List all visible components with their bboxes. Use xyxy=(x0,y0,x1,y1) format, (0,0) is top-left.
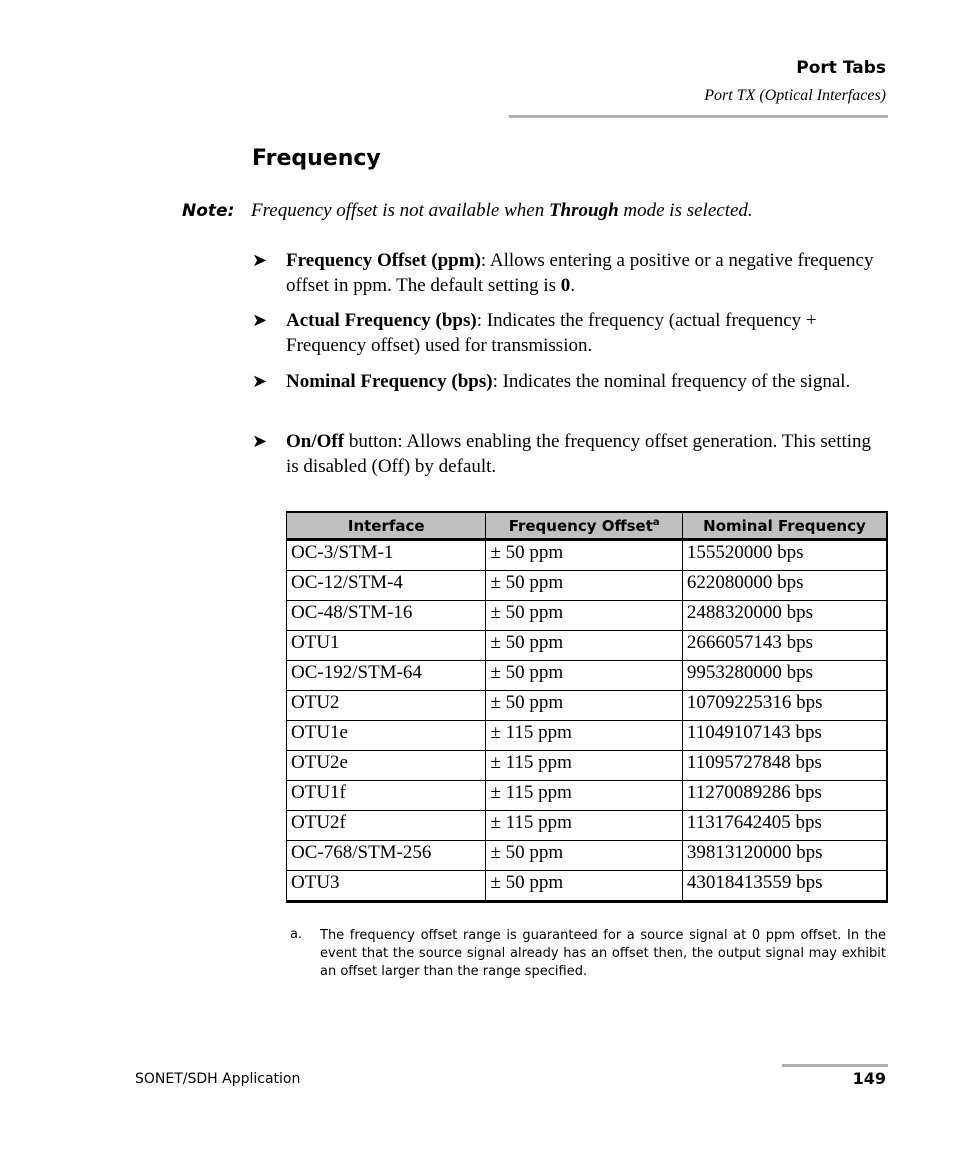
cell-interface: OC-12/STM-4 xyxy=(287,571,486,601)
cell-nominal-frequency: 11095727848 bps xyxy=(682,751,887,781)
cell-nominal-frequency: 9953280000 bps xyxy=(682,661,887,691)
cell-nominal-frequency: 622080000 bps xyxy=(682,571,887,601)
table-row xyxy=(287,571,888,601)
footer-document-title: SONET/SDH Application xyxy=(135,1071,301,1087)
table-row xyxy=(287,631,888,661)
table-header-row xyxy=(287,512,888,540)
cell-nominal-frequency: 2666057143 bps xyxy=(682,631,887,661)
table-row xyxy=(287,781,888,811)
frequency-table xyxy=(286,511,888,903)
cell-frequency-offset: ± 50 ppm xyxy=(486,841,682,871)
cell-nominal-frequency: 11270089286 bps xyxy=(682,781,887,811)
bullet-arrow-icon: ➤ xyxy=(252,250,268,270)
header-rule xyxy=(509,115,888,118)
cell-frequency-offset: ± 115 ppm xyxy=(486,721,682,751)
header-subsection-title: Port TX (Optical Interfaces) xyxy=(704,87,886,104)
bullet-arrow-icon: ➤ xyxy=(252,310,268,330)
cell-interface: OC-48/STM-16 xyxy=(287,601,486,631)
cell-interface: OC-3/STM-1 xyxy=(287,540,486,571)
column-header-frequency-offset: Frequency Offset$^a$ xyxy=(486,512,682,540)
note-text: Frequency offset is not available when Through mode is selected. xyxy=(251,200,753,221)
cell-nominal-frequency: 39813120000 bps xyxy=(682,841,887,871)
cell-frequency-offset: ± 50 ppm xyxy=(486,661,682,691)
bullet-text: Frequency Offset (ppm): Allows entering a positive or a negative frequency offset in ppm. The default setting is 0. xyxy=(286,250,874,296)
cell-interface: OTU1e xyxy=(287,721,486,751)
header-chapter-title: Port Tabs xyxy=(796,58,886,78)
cell-interface: OTU2 xyxy=(287,691,486,721)
table-row xyxy=(287,871,888,902)
footer-rule xyxy=(782,1064,888,1067)
cell-interface: OC-768/STM-256 xyxy=(287,841,486,871)
cell-frequency-offset: ± 50 ppm xyxy=(486,540,682,571)
cell-interface: OTU2f xyxy=(287,811,486,841)
bullet-arrow-icon: ➤ xyxy=(252,371,268,391)
table-row xyxy=(287,841,888,871)
cell-interface: OTU1 xyxy=(287,631,486,661)
footnote-label: a. xyxy=(290,927,303,942)
cell-frequency-offset: ± 50 ppm xyxy=(486,571,682,601)
cell-nominal-frequency: 10709225316 bps xyxy=(682,691,887,721)
cell-interface: OTU2e xyxy=(287,751,486,781)
cell-frequency-offset: ± 115 ppm xyxy=(486,751,682,781)
cell-nominal-frequency: 2488320000 bps xyxy=(682,601,887,631)
cell-frequency-offset: ± 115 ppm xyxy=(486,811,682,841)
table-row xyxy=(287,540,888,571)
table-row xyxy=(287,751,888,781)
cell-interface: OTU1f xyxy=(287,781,486,811)
cell-interface: OTU3 xyxy=(287,871,486,902)
bullet-arrow-icon: ➤ xyxy=(252,431,268,451)
cell-nominal-frequency: 43018413559 bps xyxy=(682,871,887,902)
cell-frequency-offset: ± 115 ppm xyxy=(486,781,682,811)
table-row xyxy=(287,601,888,631)
cell-frequency-offset: ± 50 ppm xyxy=(486,601,682,631)
column-header-nominal-frequency: Nominal Frequency xyxy=(682,512,887,540)
note-label: Note: xyxy=(182,201,235,221)
cell-nominal-frequency: 11317642405 bps xyxy=(682,811,887,841)
table-row xyxy=(287,661,888,691)
bullet-text: Actual Frequency (bps): Indicates the frequency (actual frequency + Frequency offset) used for transmission. xyxy=(286,310,817,356)
cell-nominal-frequency: 155520000 bps xyxy=(682,540,887,571)
cell-interface: OC-192/STM-64 xyxy=(287,661,486,691)
page-number: 149 xyxy=(852,1069,886,1088)
table-row xyxy=(287,811,888,841)
cell-frequency-offset: ± 50 ppm xyxy=(486,691,682,721)
cell-nominal-frequency: 11049107143 bps xyxy=(682,721,887,751)
footnote-text: The frequency offset range is guaranteed for a source signal at 0 ppm offset. In the event that the source signal already has an offset then, the output signal may exhibit an offset larger than the range specified. xyxy=(320,928,886,979)
section-title: Frequency xyxy=(252,146,381,171)
cell-frequency-offset: ± 50 ppm xyxy=(486,871,682,902)
footnote-marker: a xyxy=(652,516,660,528)
table-row xyxy=(287,691,888,721)
column-header-interface: Interface xyxy=(287,512,486,540)
table-row xyxy=(287,721,888,751)
bullet-text: On/Off button: Allows enabling the frequency offset generation. This setting is disabled (Off) by default. xyxy=(286,431,872,477)
bullet-text: Nominal Frequency (bps): Indicates the nominal frequency of the signal. xyxy=(286,371,851,392)
cell-frequency-offset: ± 50 ppm xyxy=(486,631,682,661)
